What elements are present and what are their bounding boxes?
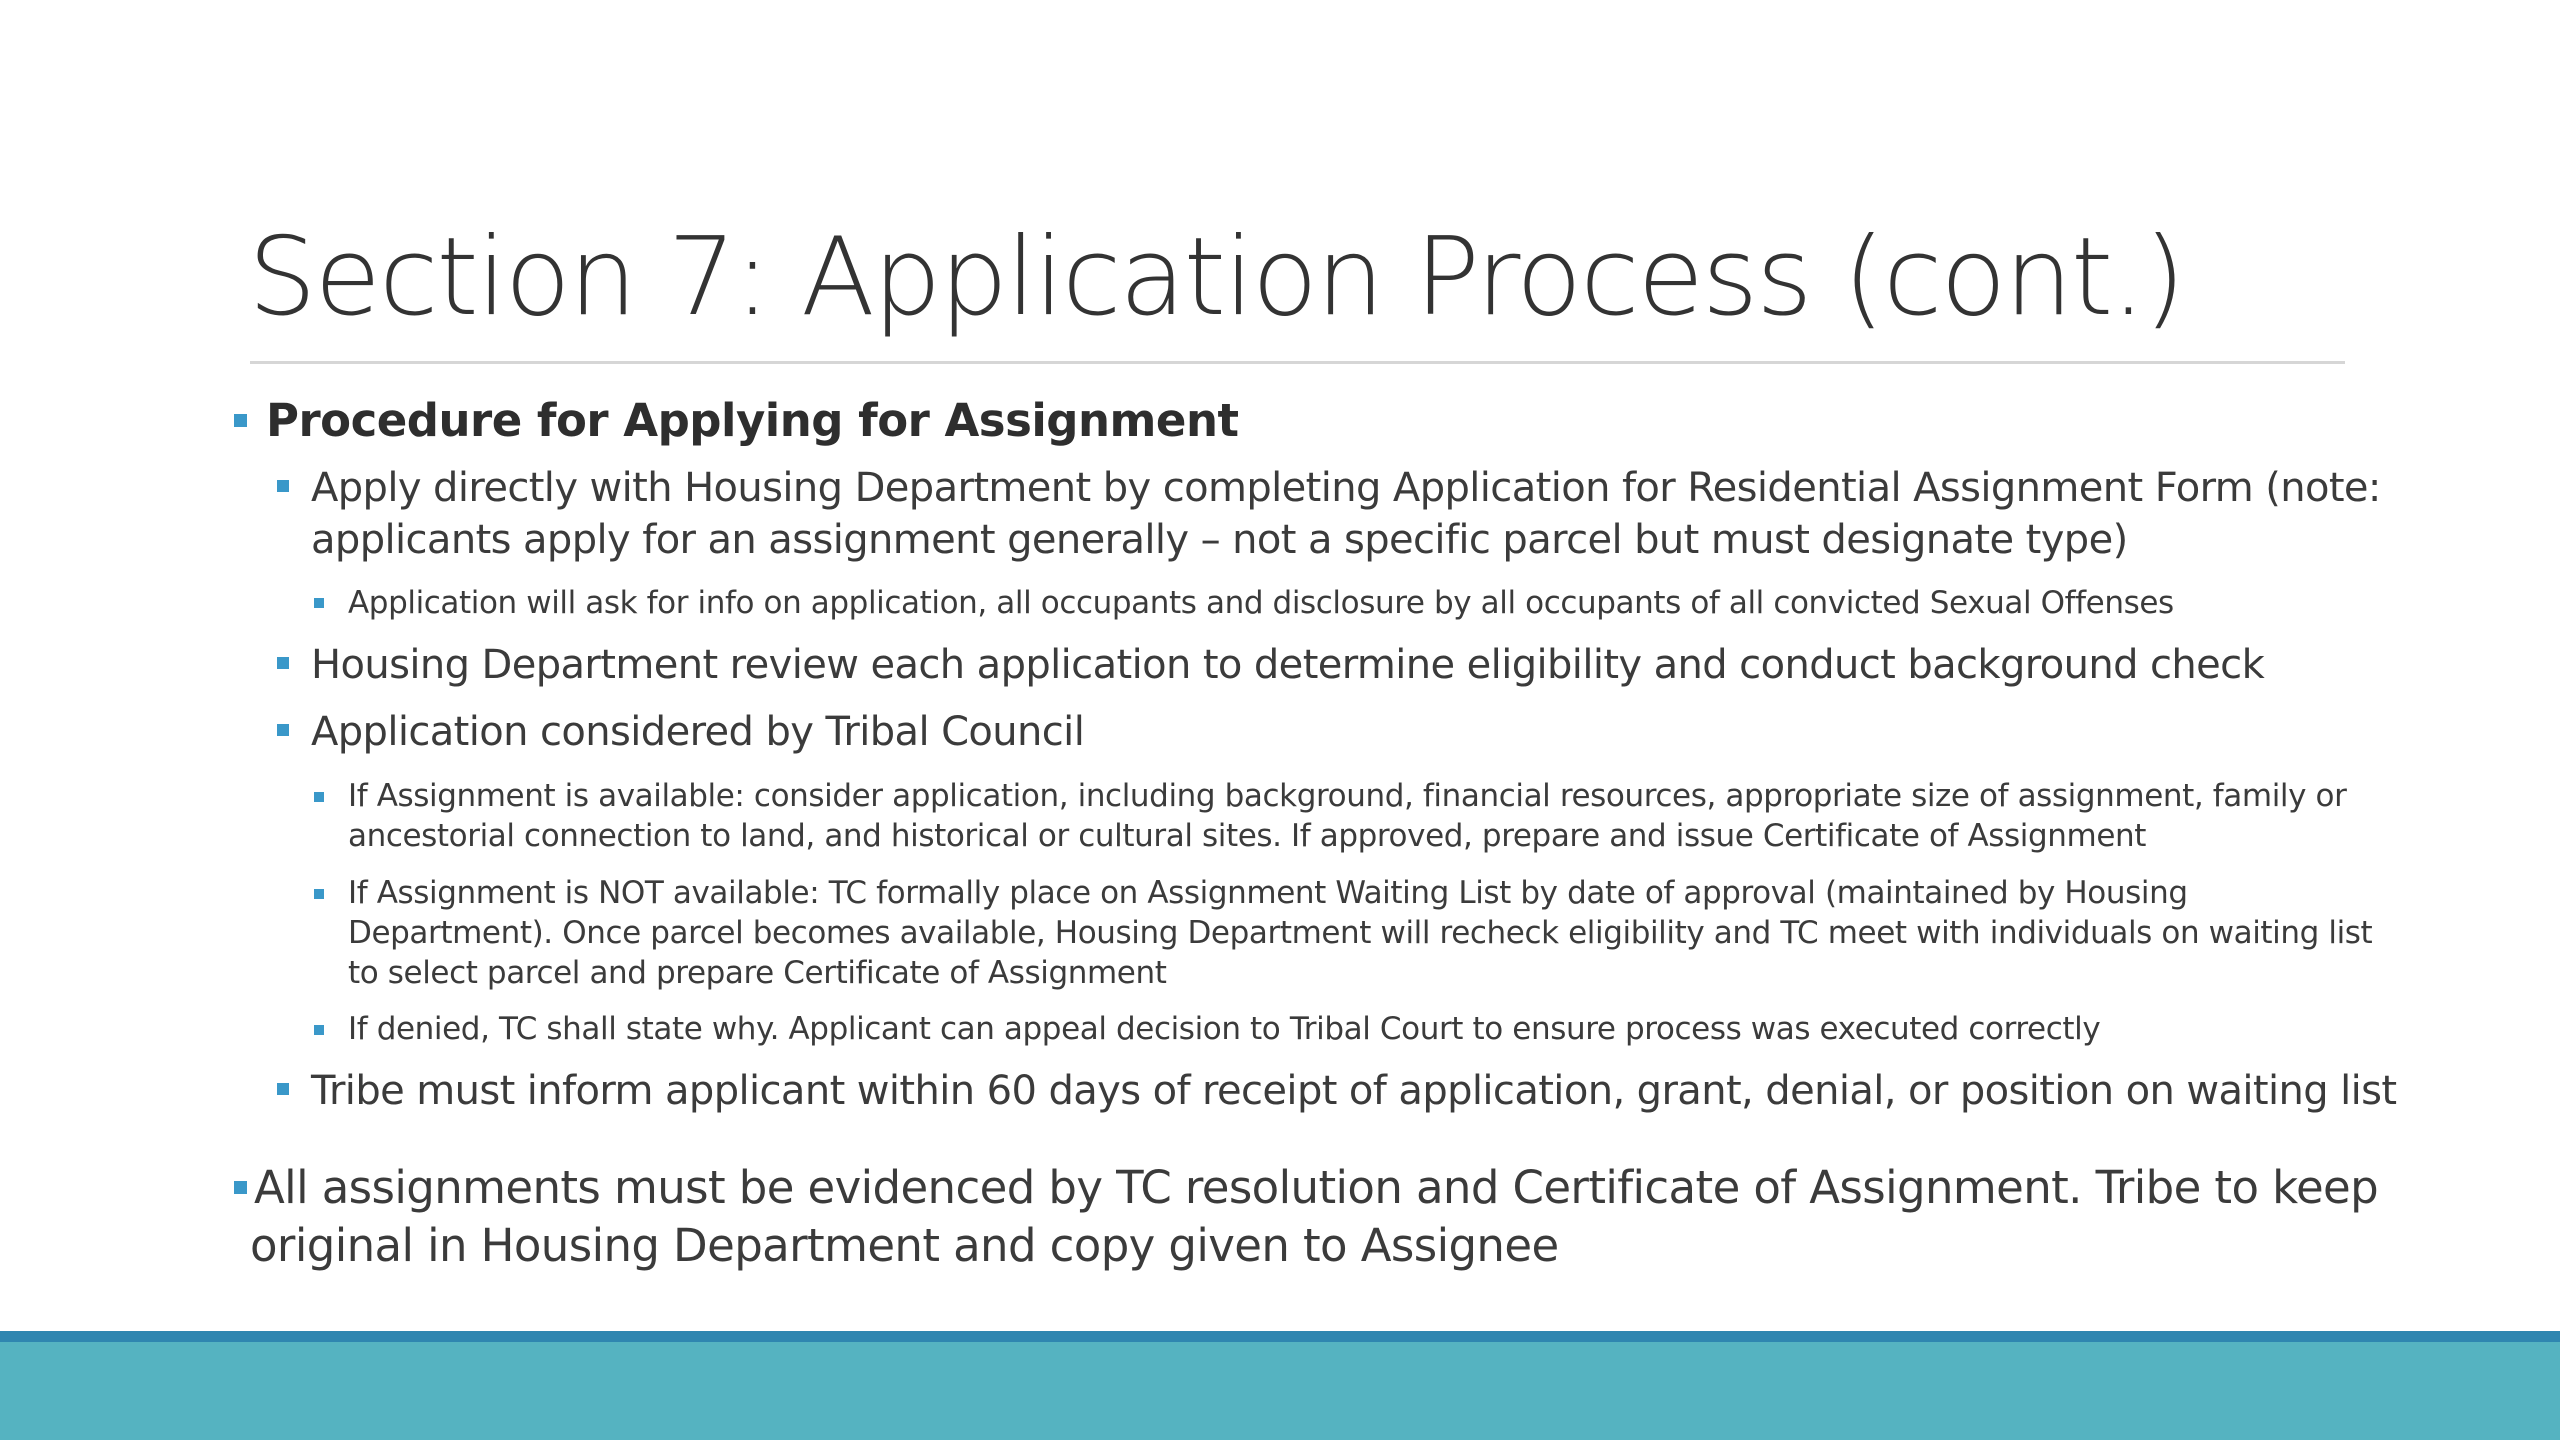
list-item-apply-directly: Apply directly with Housing Department by completing Application for Residential Assignment Form (note: applicants apply for an assignment generally – not a specific parcel but must designate type) <box>311 465 2381 563</box>
list-item-denied: If denied, TC shall state why. Applicant can appeal decision to Tribal Court to ensure process was executed correctly <box>348 1011 2101 1047</box>
footer-band <box>0 1342 2560 1440</box>
list-item-application-info: Application will ask for info on application, all occupants and disclosure by all occupants of all convicted Sexual Offenses <box>348 585 2174 621</box>
list-item-assignment-available: If Assignment is available: consider application, including background, financial resources, appropriate size of assignment, family or ancestorial connection to land, and historical or cultural sites. If approved, prepare and issue Certificate of Assignment <box>348 778 2347 854</box>
closing-statement: All assignments must be evidenced by TC resolution and Certificate of Assignment. Tribe to keep original in Housing Department and copy given to Assignee <box>250 1161 2379 1272</box>
procedure-heading: Procedure for Applying for Assignment <box>266 394 1239 447</box>
bullet-marker <box>314 598 324 608</box>
title-divider <box>250 361 2345 364</box>
bullet-marker <box>234 414 247 427</box>
bullet-marker <box>314 1025 324 1035</box>
list-item-inform-applicant: Tribe must inform applicant within 60 days of receipt of application, grant, denial, or position on waiting list <box>311 1068 2397 1114</box>
bullet-marker <box>277 657 289 669</box>
bullet-marker <box>277 724 289 736</box>
bullet-marker <box>234 1181 247 1194</box>
bullet-marker <box>277 1083 289 1095</box>
footer-accent-line <box>0 1331 2560 1342</box>
list-item-assignment-not-available: If Assignment is NOT available: TC formally place on Assignment Waiting List by date of approval (maintained by Housing Department). Once parcel becomes available, Housing Department will recheck eligibility and TC meet with individuals on waiting list to select parcel and prepare Certificate of Assignment <box>348 875 2373 991</box>
bullet-marker <box>277 480 289 492</box>
list-item-tribal-council: Application considered by Tribal Council <box>311 709 1085 755</box>
bullet-marker <box>314 889 324 899</box>
bullet-marker <box>314 792 324 802</box>
list-item-housing-review: Housing Department review each application to determine eligibility and conduct background check <box>311 642 2265 688</box>
slide-title: Section 7: Application Process (cont.) <box>248 215 2184 340</box>
